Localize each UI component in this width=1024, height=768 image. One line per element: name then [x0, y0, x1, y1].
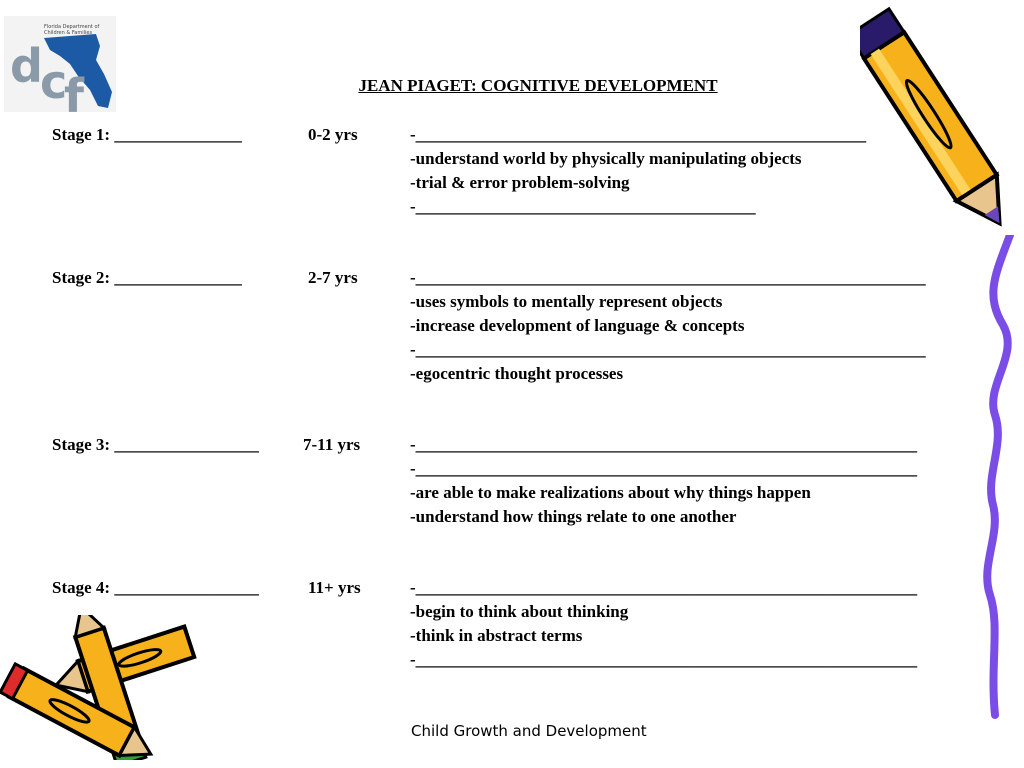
- squiggle-border: [965, 235, 1020, 720]
- stage-3-line: -understand how things relate to one another: [410, 507, 737, 526]
- stage-2-line: -increase development of language & concepts: [410, 316, 745, 335]
- stage-2-line: -egocentric thought processes: [410, 364, 624, 383]
- stage-age: 11+ yrs: [308, 578, 361, 597]
- crossed-pencils-icon: [0, 615, 205, 760]
- stage-age: 7-11 yrs: [303, 435, 361, 454]
- stage-1-line: -trial & error problem-solving: [410, 173, 630, 192]
- svg-text:f: f: [64, 69, 85, 112]
- stage-4-row: [52, 578, 412, 602]
- stage-label: Stage 3: _________________: [52, 435, 259, 454]
- stage-2-line: -____________________________________________________________: [410, 268, 926, 287]
- stage-3-line: -___________________________________________________________: [410, 459, 918, 478]
- svg-text:d: d: [10, 39, 43, 93]
- stage-2-line: -uses symbols to mentally represent objects: [410, 292, 723, 311]
- page-title: JEAN PIAGET: COGNITIVE DEVELOPMENT: [358, 76, 718, 95]
- stage-4-line: -think in abstract terms: [410, 626, 583, 645]
- stage-label: Stage 2: _______________: [52, 268, 242, 287]
- pencil-icon: [860, 2, 1010, 247]
- dcf-logo: [4, 16, 116, 112]
- stage-label: Stage 1: _______________: [52, 125, 242, 144]
- logo-caption: Florida Department of: [44, 24, 100, 30]
- stage-4-line: -begin to think about thinking: [410, 602, 629, 621]
- stage-1-line: -_____________________________________________________: [410, 125, 867, 144]
- stage-4-line: -___________________________________________________________: [410, 650, 918, 669]
- stage-3-line: -are able to make realizations about why things happen: [410, 483, 811, 502]
- stage-age: 0-2 yrs: [308, 125, 358, 144]
- stage-4-line: -___________________________________________________________: [410, 578, 918, 597]
- stage-1-line: -________________________________________: [410, 197, 756, 216]
- stage-1-line: -understand world by physically manipulating objects: [410, 149, 802, 168]
- footer-text: Child Growth and Development: [411, 722, 647, 740]
- stage-2-row: [52, 268, 412, 292]
- stage-label: Stage 4: _________________: [52, 578, 259, 597]
- stage-2-line: -____________________________________________________________: [410, 340, 926, 359]
- logo-caption: Children & Families: [44, 30, 93, 36]
- stage-1-row: [52, 125, 412, 149]
- svg-text:c: c: [40, 55, 68, 109]
- stage-age: 2-7 yrs: [308, 268, 358, 287]
- stage-3-line: -___________________________________________________________: [410, 435, 918, 454]
- stage-3-row: [52, 435, 412, 459]
